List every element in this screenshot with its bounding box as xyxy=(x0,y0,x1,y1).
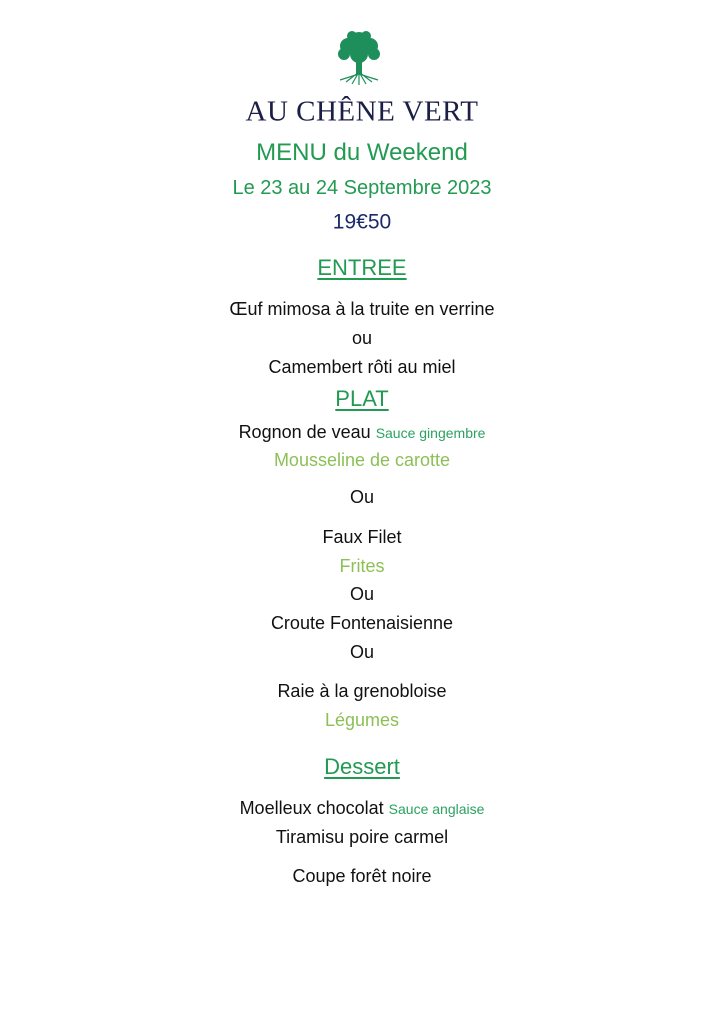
dessert-item: Coupe forêt noire xyxy=(292,866,432,886)
plat-item: Faux Filet xyxy=(322,527,402,547)
entree-item: Camembert rôti au miel xyxy=(268,357,456,377)
plat-or: Ou xyxy=(349,487,374,507)
plat-item: Croute Fontenaisienne xyxy=(270,613,454,633)
plat-item xyxy=(0,423,724,441)
dish-side: Légumes xyxy=(324,710,400,730)
dish-sauce: Sauce gingembre xyxy=(375,425,486,441)
section-heading-entree: ENTREE xyxy=(317,255,407,280)
plat-item: Raie à la grenobloise xyxy=(277,681,447,701)
menu-dates: Le 23 au 24 Septembre 2023 xyxy=(232,177,492,199)
dessert-item: Tiramisu poire carmel xyxy=(275,827,449,847)
dessert-name: Moelleux chocolat xyxy=(239,798,384,818)
menu-price: 19€50 xyxy=(332,210,392,234)
dessert-sauce: Sauce anglaise xyxy=(388,801,485,817)
section-heading-dessert: Dessert xyxy=(324,754,400,779)
plat-or: Ou xyxy=(349,642,374,662)
section-heading-plat: PLAT xyxy=(335,386,389,411)
oak-tree-icon xyxy=(334,28,384,86)
plat-or: Ou xyxy=(349,584,374,604)
dish-name: Rognon de veau xyxy=(238,422,371,442)
restaurant-name: AU CHÊNE VERT xyxy=(245,95,479,128)
dish-side: Mousseline de carotte xyxy=(273,450,451,470)
dessert-item xyxy=(0,799,724,817)
entree-item: Œuf mimosa à la truite en verrine xyxy=(229,299,495,319)
entree-or: ou xyxy=(351,328,373,348)
menu-title: MENU du Weekend xyxy=(256,139,468,166)
dish-side: Frites xyxy=(339,556,385,576)
